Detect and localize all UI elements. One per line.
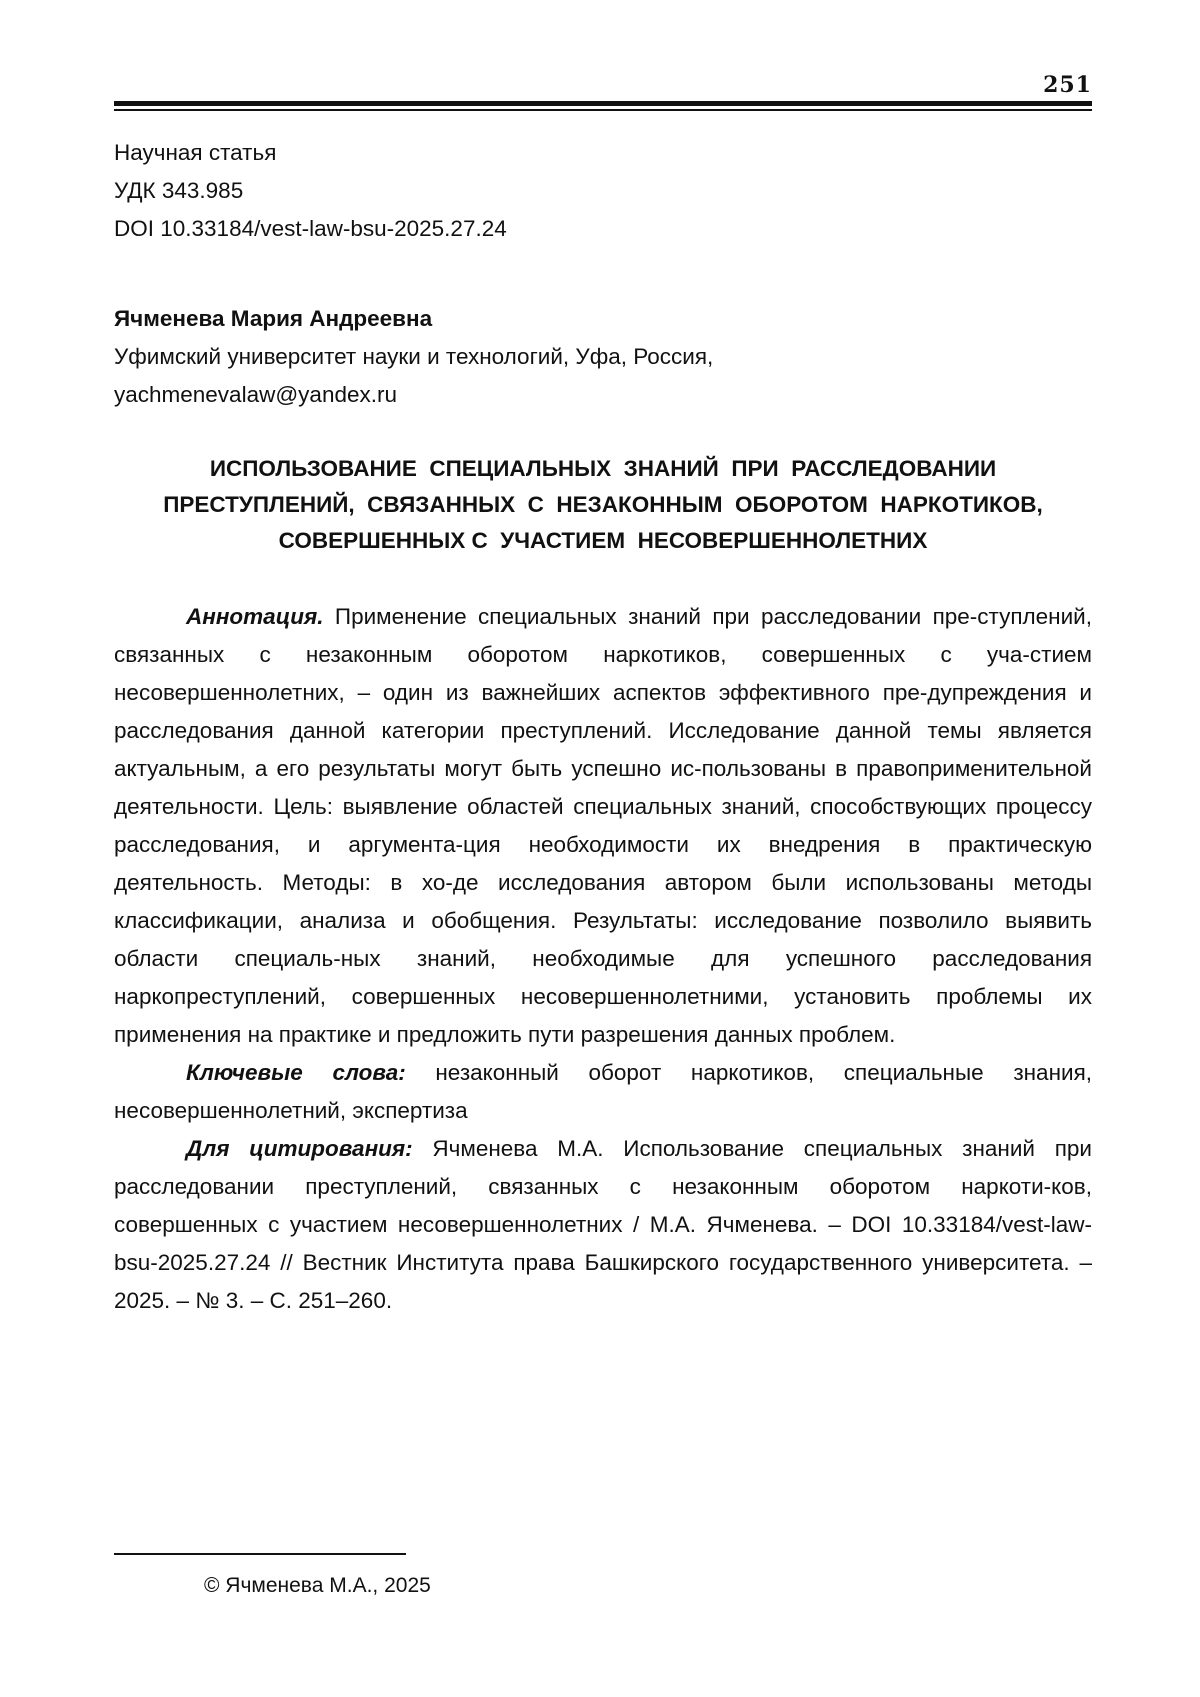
- author-affiliation: Уфимский университет науки и технологий, Уфа, Россия,: [114, 344, 714, 369]
- article-type: Научная статья: [114, 140, 277, 165]
- citation-label: Для цитирования:: [186, 1136, 413, 1161]
- copyright-footnote: © Ячменева М.А., 2025: [204, 1574, 431, 1597]
- keywords-paragraph: [114, 1054, 1092, 1130]
- article-title: [114, 451, 1092, 559]
- page-number: 251: [1043, 72, 1092, 98]
- header-rule-thick: [114, 101, 1092, 106]
- author-name: Ячменева Мария Андреевна: [114, 306, 433, 331]
- author-email: yachmenevalaw@yandex.ru: [114, 382, 397, 407]
- footnote-rule: [114, 1553, 406, 1555]
- keywords-label: Ключевые слова:: [186, 1060, 406, 1085]
- keywords-text: незаконный оборот наркотиков, специальные знания, несовершеннолетний, экспертиза: [114, 1060, 1093, 1123]
- author-block: [114, 300, 713, 414]
- title-line-3: СОВЕРШЕННЫХ С УЧАСТИЕМ НЕСОВЕРШЕННОЛЕТНИХ: [278, 528, 928, 553]
- title-line-2: ПРЕСТУПЛЕНИЙ, СВЯЗАННЫХ С НЕЗАКОННЫМ ОБОРОТОМ НАРКОТИКОВ,: [163, 492, 1043, 517]
- udc-code: УДК 343.985: [114, 178, 244, 203]
- article-meta: [114, 134, 507, 248]
- abstract-text: Применение специальных знаний при расследовании пре-ступлений, связанных с незаконным оборотом наркотиков, совершенных с уча-стием несовершеннолетних, – один из важнейших аспектов эффективного пре-дупреждения и расследования данной категории преступлений. Исследование данной темы является актуальным, а его результаты могут быть успешно ис-пользованы в правоприменительной деятельности. Цель: выявление областей специальных знаний, способствующих процессу расследования, и аргумента-ция необходимости их внедрения в практическую деятельность. Методы: в хо-де исследования автором были использованы методы классификации, анализа и обобщения. Результаты: исследование позволило выявить области специаль-ных знаний, необходимые для успешного расследования наркопреступлений, совершенных несовершеннолетними, установить проблемы их применения на практике и предложить пути разрешения данных проблем.: [114, 604, 1092, 1047]
- article-body: [114, 598, 1092, 1320]
- abstract-label: Аннотация.: [186, 604, 324, 629]
- citation-paragraph: [114, 1130, 1092, 1320]
- header-rule-thin: [114, 109, 1092, 111]
- header-rule: [114, 101, 1092, 111]
- doi: DOI 10.33184/vest-law-bsu-2025.27.24: [114, 216, 507, 241]
- abstract-paragraph: [114, 598, 1092, 1054]
- title-line-1: ИСПОЛЬЗОВАНИЕ СПЕЦИАЛЬНЫХ ЗНАНИЙ ПРИ РАССЛЕДОВАНИИ: [209, 456, 997, 481]
- citation-text: Ячменева М.А. Использование специальных знаний при расследовании преступлений, связанных с незаконным оборотом наркоти-ков, совершенных с участием несовершеннолетних / М.А. Ячменева. – DOI 10.33184/vest-law-bsu-2025.27.24 // Вестник Института права Башкирского государственного университета. – 2025. – № 3. – С. 251–260.: [114, 1136, 1092, 1313]
